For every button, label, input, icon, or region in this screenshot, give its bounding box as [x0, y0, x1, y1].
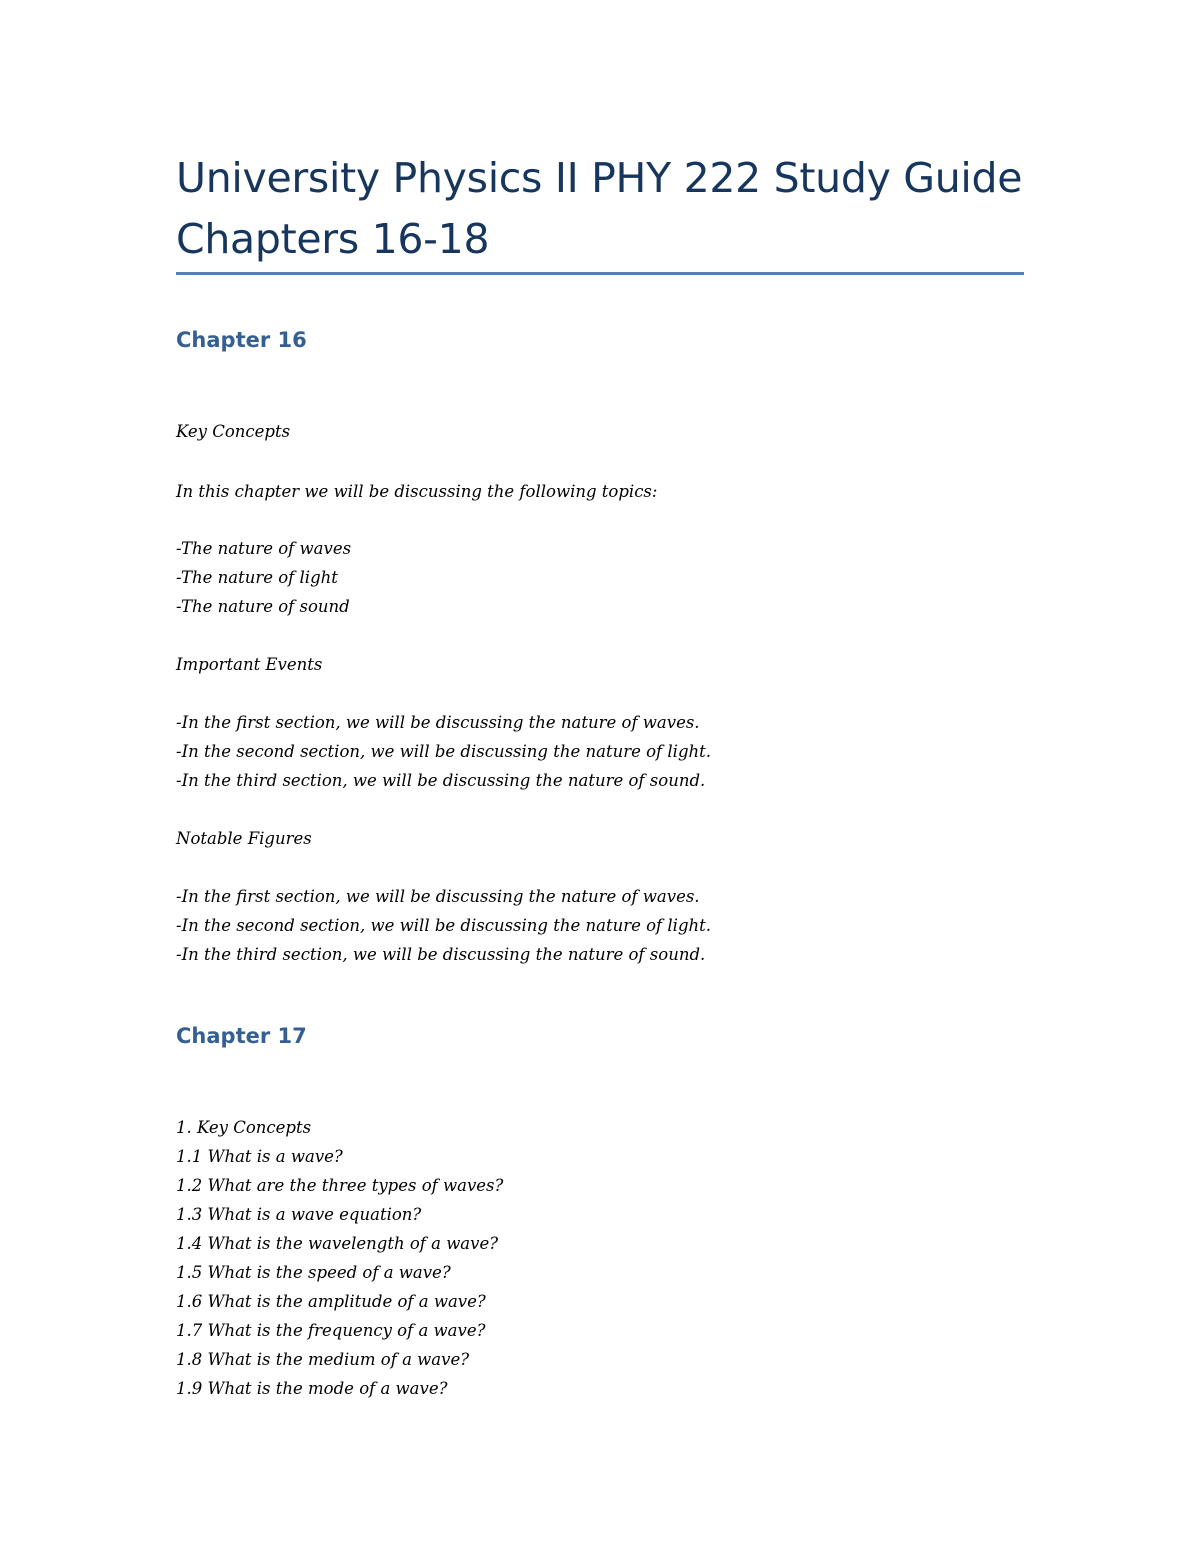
document-title: University Physics II PHY 222 Study Guide Chapters 16-18	[176, 154, 1023, 263]
event-item: -In the third section, we will be discussing the nature of sound.	[176, 771, 706, 790]
figure-item: -In the third section, we will be discussing the nature of sound.	[176, 945, 706, 964]
chapter-17-item: 1.4 What is the wavelength of a wave?	[176, 1234, 499, 1253]
figure-item: -In the second section, we will be discussing the nature of light.	[176, 916, 712, 935]
title-underline-rule	[176, 272, 1024, 275]
chapter-16-heading: Chapter 16	[176, 328, 307, 352]
topic-item: -The nature of light	[176, 568, 338, 587]
chapter-17-item: 1.7 What is the frequency of a wave?	[176, 1321, 486, 1340]
chapter-17-item: 1.3 What is a wave equation?	[176, 1205, 422, 1224]
important-events-label: Important Events	[176, 655, 323, 674]
event-item: -In the second section, we will be discussing the nature of light.	[176, 742, 712, 761]
topic-item: -The nature of sound	[176, 597, 350, 616]
event-item: -In the first section, we will be discussing the nature of waves.	[176, 713, 700, 732]
notable-figures-label: Notable Figures	[176, 829, 312, 848]
key-concepts-label: Key Concepts	[176, 422, 291, 441]
figure-item: -In the first section, we will be discussing the nature of waves.	[176, 887, 700, 906]
chapter-17-item: 1.6 What is the amplitude of a wave?	[176, 1292, 486, 1311]
chapter-17-item: 1. Key Concepts	[176, 1118, 312, 1137]
chapter-17-item: 1.8 What is the medium of a wave?	[176, 1350, 470, 1369]
chapter-17-item: 1.5 What is the speed of a wave?	[176, 1263, 451, 1282]
chapter-16-intro: In this chapter we will be discussing the following topics:	[176, 482, 658, 501]
chapter-17-heading: Chapter 17	[176, 1024, 307, 1048]
chapter-17-item: 1.2 What are the three types of waves?	[176, 1176, 504, 1195]
chapter-17-item: 1.9 What is the mode of a wave?	[176, 1379, 448, 1398]
topic-item: -The nature of waves	[176, 539, 352, 558]
chapter-17-item: 1.1 What is a wave?	[176, 1147, 343, 1166]
